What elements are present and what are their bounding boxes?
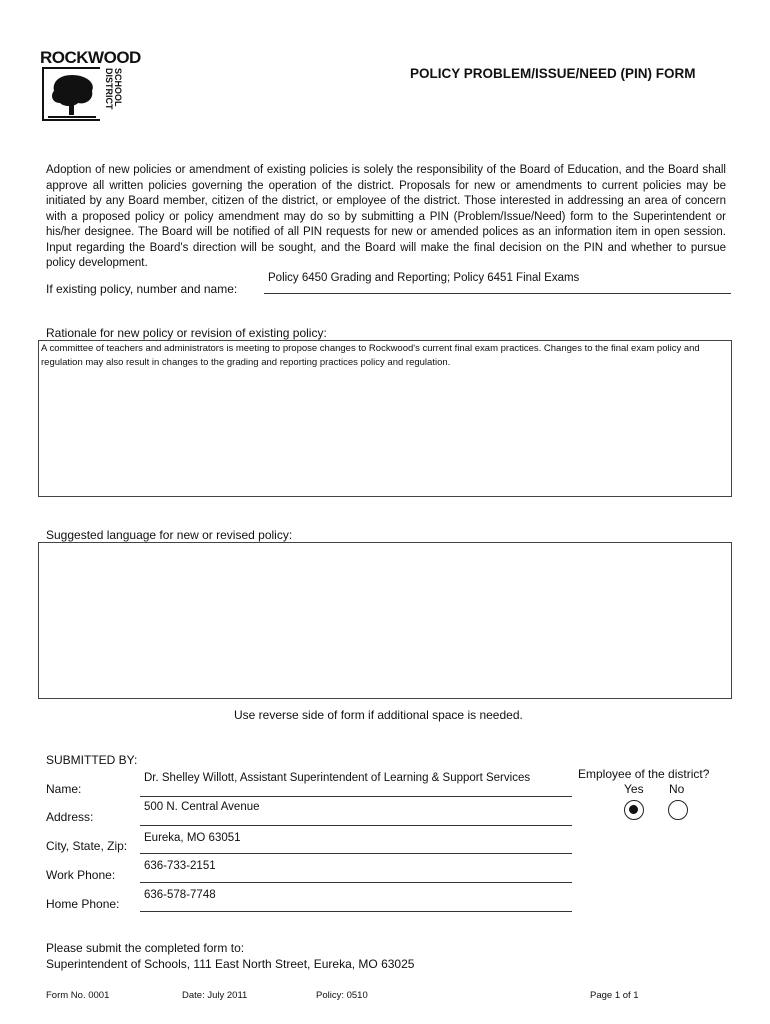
suggested-language-field[interactable] [38,542,732,699]
city-state-zip-label: City, State, Zip: [46,839,128,853]
address-underline [140,825,572,826]
footer-form-number: Form No. 0001 [46,990,110,1001]
name-underline [140,796,572,797]
footer-page-number: Page 1 of 1 [590,990,639,1001]
rationale-text: A committee of teachers and administrators is meeting to propose changes to Rockwood's current final exam practices. Changes to the final exam policy and regulation may also result in changes to the grading and reporting practices policy and regulation. [41,343,700,368]
existing-policy-value[interactable]: Policy 6450 Grading and Reporting; Policy 6451 Final Exams [268,272,580,284]
employee-no-label: No [669,782,685,796]
intro-paragraph: Adoption of new policies or amendment of existing policies is solely the responsibility of the Board of Education, and the Board shall approve all written policies governing the operation of the district. Proposals for new or amendments to current policies may be initiated by any Board member, citizen of the district, or employee of the district. Those interested in addressing an area of concern with a proposed policy or policy amendment may do so by submitting a PIN (Problem/Issue/Need) form to the Superintendent or his/her designee. The Board will be notified of all PIN requests for new or amended polices as an information item in open session. Input regarding the Board's direction will be sought, and the Board will make the final decision on the PIN and whether to pursue policy development. [46,164,726,269]
submit-to-line1: Please submit the completed form to: [46,941,245,955]
district-logo-wordmark: ROCKWOOD [40,48,141,67]
address-label: Address: [46,810,94,824]
reverse-side-note: Use reverse side of form if additional space is needed. [234,708,523,722]
work-phone-underline [140,882,572,883]
rationale-label: Rationale for new policy or revision of existing policy: [46,326,327,340]
form-title: POLICY PROBLEM/ISSUE/NEED (PIN) FORM [410,66,696,81]
rationale-field[interactable] [38,340,732,497]
home-phone-label: Home Phone: [46,897,120,911]
footer-date: Date: July 2011 [182,990,248,1001]
tree-icon [44,69,100,119]
submitted-by-heading: SUBMITTED BY: [46,753,138,767]
employee-question: Employee of the district? [578,767,710,781]
city-state-zip-value[interactable]: Eureka, MO 63051 [144,832,241,844]
suggested-language-label: Suggested language for new or revised policy: [46,528,293,542]
district-logo-frame [42,67,100,121]
work-phone-label: Work Phone: [46,868,116,882]
submit-to-line2: Superintendent of Schools, 111 East North Street, Eureka, MO 63025 [46,957,415,971]
employee-yes-label: Yes [624,782,644,796]
suggested-language-text [39,543,731,547]
name-label: Name: [46,782,82,796]
city-state-zip-underline [140,853,572,854]
district-logo-vertical-text: SCHOOL DISTRICT [104,68,123,110]
existing-policy-label: If existing policy, number and name: [46,282,238,296]
existing-policy-underline [264,293,731,294]
home-phone-value[interactable]: 636-578-7748 [144,889,216,901]
footer-policy: Policy: 0510 [316,990,368,1001]
work-phone-value[interactable]: 636-733-2151 [144,860,216,872]
address-value[interactable]: 500 N. Central Avenue [144,801,260,813]
employee-yes-radio[interactable] [624,800,644,820]
radio-selected-dot [629,805,638,814]
name-value[interactable]: Dr. Shelley Willott, Assistant Superintendent of Learning & Support Services [144,772,531,784]
home-phone-underline [140,911,572,912]
employee-no-radio[interactable] [668,800,688,820]
